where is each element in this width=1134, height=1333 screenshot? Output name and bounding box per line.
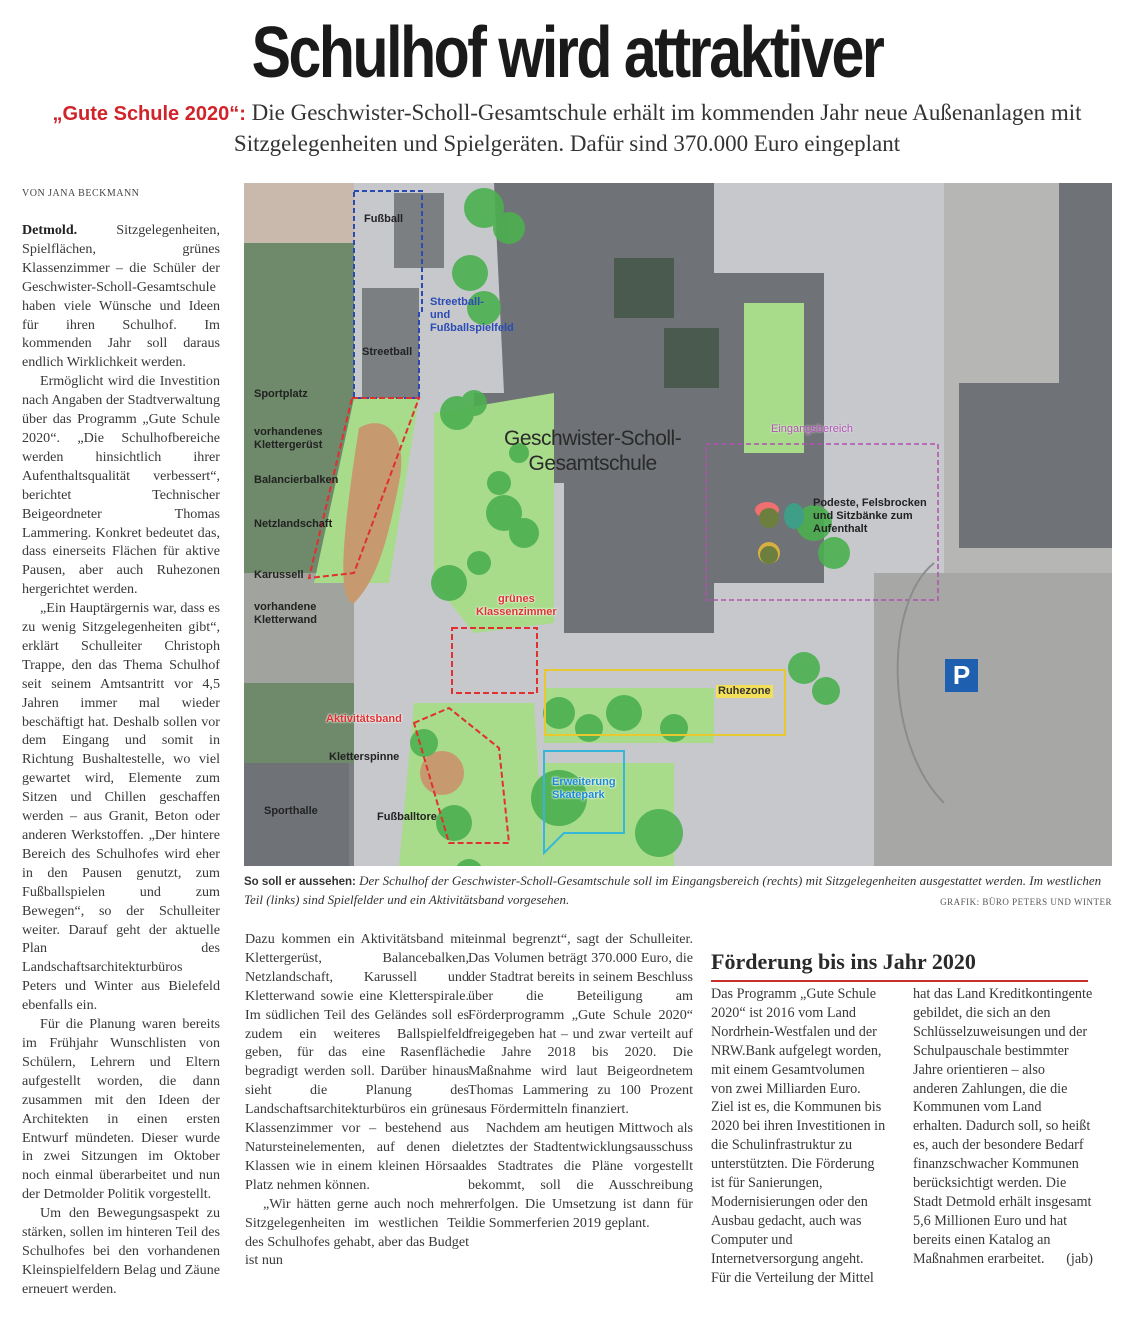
paragraph: Für die Planung waren bereits im Frühjahr Wunschlisten von Schülern, Lehrern und Eltern aufgestellt worden, die dann zusammen mit den Ideen der Architekten in einen ersten Entwurf mündeten. Dieser wurde in zwei Sitzungen im Oktober noch einmal überarbeitet und nun der Detmolder Politik vorgestellt. (22, 1016, 220, 1203)
label-fussball: Fußball (364, 213, 404, 225)
label-aktivitaetsband: Aktivitätsband (326, 713, 402, 725)
infobox-text: hat das Land Kreditkontingente gebildet, die sich an den Schlüsselzuweisungen und der Schulpauschale bestimmter Jahre orientieren – also anderen Zahlungen, die die Kommunen vom Land erhalten. Dadurch soll, so heißt es, auch der besondere Bedarf finanzschwacher Kommunen berücksichtigt werden. Die Stadt Detmold erhält insgesamt 5,6 Millionen Euro und hat bereits einen Katalog an Maßnahmen erarbeitet. (jab) (913, 986, 1093, 1267)
caption-lead: So soll er aussehen: (244, 876, 356, 888)
site-plan-figure (244, 183, 1112, 866)
paragraph: Nachdem am heutigen Mittwoch als letztes der Stadtentwicklungsausschuss des Stadtrates die Pläne vorgestellt bekommt, soll die Ausschreibung erfolgen. Die Umsetzung ist dann für die Sommerferien 2019 geplant. (468, 1120, 693, 1231)
label-kletterspinne: Kletterspinne (329, 751, 400, 763)
infobox-column-1 (711, 985, 886, 1288)
deck (40, 98, 1094, 158)
label-klassenzimmer: grünes Klassenzimmer (476, 593, 557, 618)
infobox-title: Förderung bis ins Jahr 2020 (711, 948, 1088, 982)
paragraph: Detmold. Sitzgelegenheiten, Spielflächen, grünes Klassenzimmer – die Schüler der Geschwister-Scholl-Gesamtschule haben viele Wünsche und Ideen für ihren Schulhof. Im kommenden Jahr soll daraus endlich Wirklichkeit werden. (22, 222, 220, 371)
streetball-court (362, 288, 419, 398)
article-column-1 (22, 221, 220, 1299)
label-netzlandschaft: Netzlandschaft (254, 518, 333, 530)
label-klettergeruest: vorhandenes Klettergerüst (254, 426, 323, 451)
label-fussballtore: Fußballtore (377, 811, 437, 823)
label-podeste: Podeste, Felsbrocken und Sitzbänke zum Aufenthalt (813, 497, 927, 535)
parking-icon: P (945, 659, 978, 692)
label-eingangsbereich: Eingangsbereich (771, 423, 853, 435)
label-streetball: Streetball (362, 346, 413, 358)
article-column-3 (468, 930, 693, 1233)
headline: Schulhof wird attraktiver (251, 13, 883, 93)
infobox-column-2 (913, 985, 1093, 1269)
label-kletterwand: vorhandene Kletterwand (254, 601, 317, 626)
football-court (394, 193, 444, 268)
paragraph: Um den Bewegungsaspekt zu stärken, sollen im hinteren Teil des Schulhofes bei den vorhandenen Kleinspielfeldern Belag und Zäune erneuert werden. (22, 1205, 220, 1297)
infobox-text: Das Programm „Gute Schule 2020“ ist 2016 vom Land Nordrhein-Westfalen und der NRW.Bank aufgelegt worden, mit einem Gesamtvolumen von zwei Milliarden Euro. Ziel ist es, die Kommunen bis 2020 bei ihren Investitionen in die Schulinfrastruktur zu unterstützten. Die Förderung ist für Sanierungen, Modernisierungen oder den Ausbau gedacht, auch was Computer und Internetversorgung angeht. Für die Verteilung der Mittel (711, 986, 886, 1286)
label-schule: Geschwister-Scholl- Gesamtschule (504, 427, 682, 475)
label-karussell: Karussell (254, 569, 304, 581)
paragraph: „Ein Hauptärgernis war, dass es zu wenig Sitzgelegenheiten gibt“, erklärt Schulleiter Christoph Trappe, den das Thema Schulhof seit seinem Amtsantritt vor 4,5 Jahren immer mal wieder beschäftigt hat. Deshalb sollen vor dem Eingang und somit in Richtung Bushaltestelle, wo viel gewartet wird, Elemente zum Sitzen und Chillen geschaffen werden – aus Granit, Beton oder anderen Werkstoffen. „Der hintere Bereich des Schulhofes wird eher in den Pausen genutzt, zum Fußballspielen und zum Bewegen“, so der Schulleiter weiter. Darauf geht der aktuelle Plan des Landschaftsarchitekturbüros Peters und Winter aus Bielefeld ebenfalls ein. (22, 600, 220, 1014)
paragraph: Dazu kommen ein Aktivitätsband mit Klettergerüst, Balancebalken, Netzlandschaft, Karussell und Kletterwand sowie eine Kletterspirale. Im südlichen Teil des Geländes soll es zudem ein weiteres Ballspielfeld geben, für das eine Rasenfläche begradigt werden soll. Darüber hinaus sieht die Planung des Landschaftsarchitekturbüros ein grünes Klassenzimmer vor – bestehend aus Natursteinelementen, auf denen die Klassen wie in einem kleinen Hörsaal Platz nehmen können. (245, 931, 469, 1193)
caption-text: Der Schulhof der Geschwister-Scholl-Gesamtschule soll im Eingangsbereich (rechts) mit Sitzgelegenheiten ausgestattet werden. Im westlichen Teil (links) sind Spielfelder und ein Aktivitätsband vorgesehen. (244, 873, 1102, 907)
byline: VON JANA BECKMANN (22, 188, 140, 199)
article-column-2 (245, 930, 469, 1270)
label-skatepark: Erweiterung Skatepark (552, 776, 616, 801)
author-initials: (jab) (1066, 1250, 1093, 1267)
dateline: Detmold. (22, 222, 78, 238)
label-balancierbalken: Balancierbalken (254, 474, 339, 486)
label-streetball-feld: Streetball- und Fußballspielfeld (430, 296, 514, 334)
label-sportplatz: Sportplatz (254, 388, 308, 400)
figure-credit: GRAFIK: BÜRO PETERS UND WINTER (940, 897, 1112, 907)
paragraph-continued: einmal begrenzt“, sagt der Schulleiter. Das Volumen beträgt 370.000 Euro, die der Stadtrat bereits in seinem Beschluss über die Beteiligung am Förderprogramm „Gute Schule 2020“ freigegeben hat – und zwar verteilt auf die Jahre 2018 bis 2020. Die Maßnahme wird laut Beigeordnetem Thomas Lammering zu 100 Prozent aus Fördermitteln finanziert. (468, 931, 693, 1118)
paragraph: „Wir hätten gerne auch noch mehr Sitzgelegenheiten im westlichen Teil des Schulhofes gehabt, aber das Budget ist nun (245, 1195, 469, 1269)
deck-text: Die Geschwister-Scholl-Gesamtschule erhält im kommenden Jahr neue Außenanlagen mit Sitzgelegenheiten und Spielgeräten. Dafür sind 370.000 Euro eingeplant (233, 100, 1082, 156)
label-sporthalle-west: Sporthalle (264, 805, 318, 817)
label-ruhezone: Ruhezone (718, 685, 771, 697)
paragraph: Ermöglicht wird die Investition nach Angaben der Stadtverwaltung über das Programm „Gute Schule 2020“. „Die Schulhofbereiche werden hinsichtlich ihrer Aufenthaltsqualität verbessert“, berichtet Technischer Beigeordneter Thomas Lammering. Konkret bedeutet das, dass einerseits Flächen für aktive Pausen, aber auch Ruhezonen hergerichtet werden. (22, 373, 220, 598)
deck-kicker: „Gute Schule 2020“: (52, 103, 246, 125)
kletterspinne-surface (420, 751, 464, 795)
